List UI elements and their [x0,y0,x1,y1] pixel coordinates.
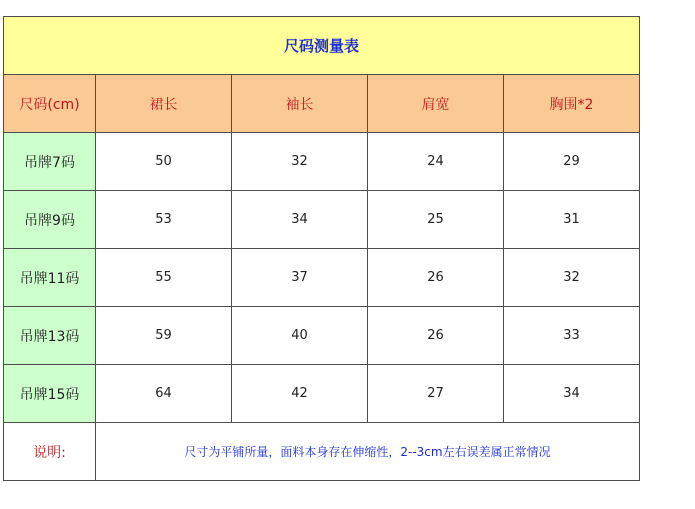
table-title: 尺码测量表 [4,17,640,75]
table-cell: 27 [368,365,504,423]
table-cell: 50 [96,133,232,191]
table-cell: 24 [368,133,504,191]
table-cell: 64 [96,365,232,423]
header-shoulder-width: 肩宽 [368,75,504,133]
table-cell: 34 [504,365,640,423]
table-cell: 40 [232,307,368,365]
size-chart-table [3,16,640,481]
table-cell: 59 [96,307,232,365]
table-cell: 33 [504,307,640,365]
row-size-label: 吊牌7码 [4,133,96,191]
header-size-label: 尺码(cm) [4,75,96,133]
table-row [4,191,640,249]
note-label: 说明: [4,423,96,481]
table-cell: 42 [232,365,368,423]
table-cell: 55 [96,249,232,307]
title-row [4,17,640,75]
table-cell: 26 [368,249,504,307]
table-cell: 25 [368,191,504,249]
table-cell: 32 [504,249,640,307]
header-sleeve-length: 袖长 [232,75,368,133]
table-row [4,365,640,423]
table-cell: 26 [368,307,504,365]
table-cell: 37 [232,249,368,307]
row-size-label: 吊牌9码 [4,191,96,249]
table-cell: 32 [232,133,368,191]
header-chest-x2: 胸围*2 [504,75,640,133]
table-cell: 34 [232,191,368,249]
row-size-label: 吊牌11码 [4,249,96,307]
table-row [4,307,640,365]
table-cell: 53 [96,191,232,249]
table-row [4,133,640,191]
header-dress-length: 裙长 [96,75,232,133]
note-row [4,423,640,481]
row-size-label: 吊牌13码 [4,307,96,365]
note-text: 尺寸为平铺所量，面料本身存在伸缩性，2--3cm左右误差属正常情况 [96,423,640,481]
table-cell: 29 [504,133,640,191]
table-row [4,249,640,307]
row-size-label: 吊牌15码 [4,365,96,423]
header-row [4,75,640,133]
table-cell: 31 [504,191,640,249]
